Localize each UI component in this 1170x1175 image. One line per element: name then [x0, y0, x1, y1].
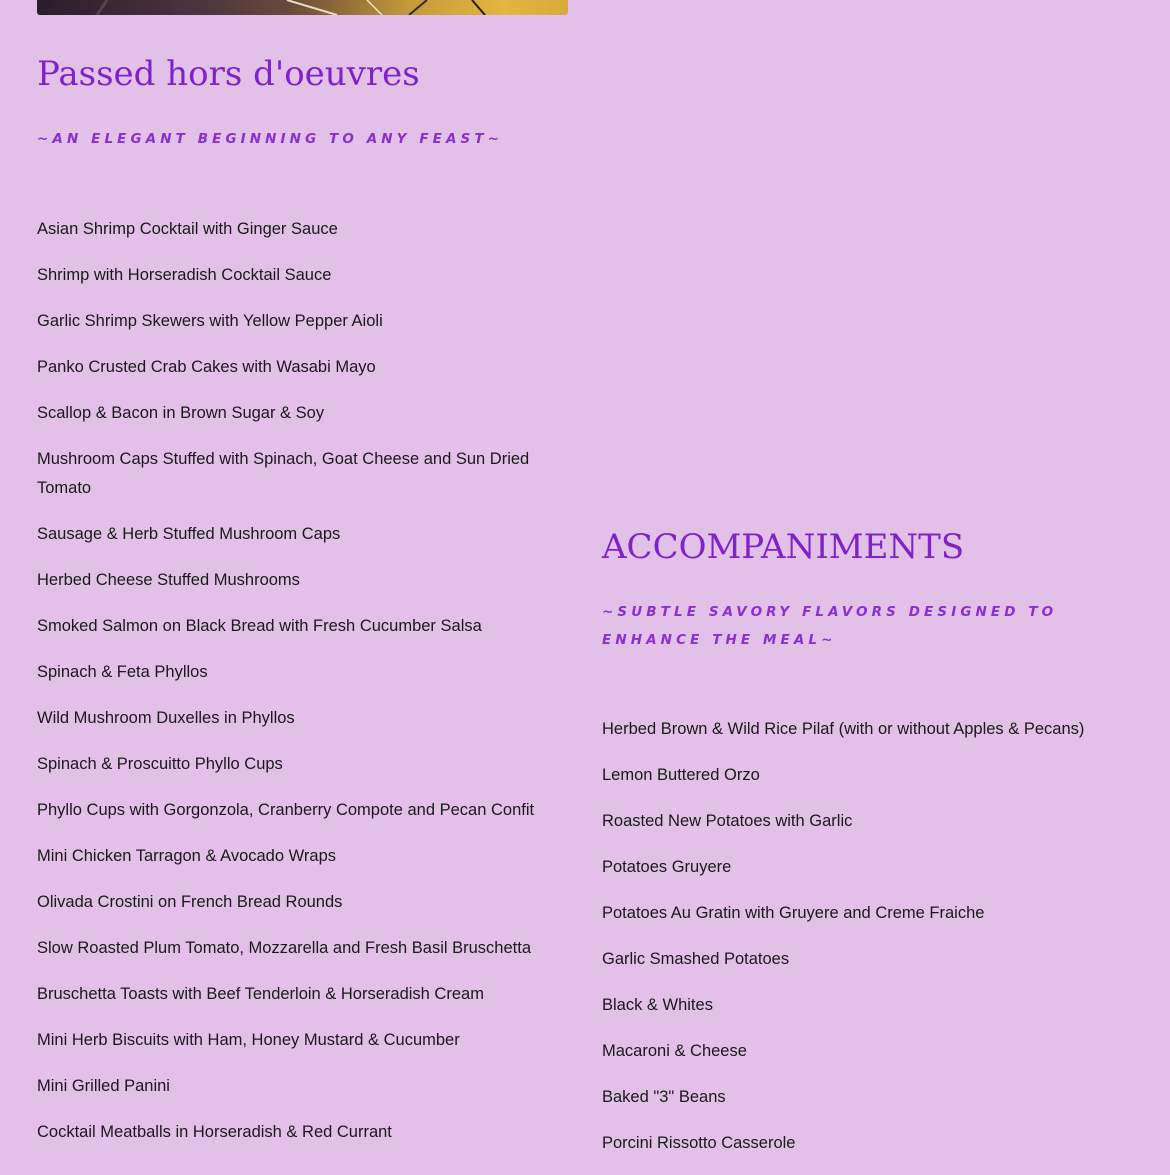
menu-item: Bruschetta Toasts with Beef Tenderloin & Horseradish Cream [37, 985, 484, 1003]
menu-item: Roasted New Potatoes with Garlic [602, 812, 853, 830]
menu-item: Mushroom Caps Stuffed with Spinach, Goat Cheese and Sun Dried Tomato [37, 450, 530, 497]
menu-item: Lemon Buttered Orzo [602, 766, 760, 784]
menu-item: Smoked Salmon on Black Bread with Fresh Cucumber Salsa [37, 617, 482, 635]
menu-item: Spinach & Feta Phyllos [37, 663, 208, 681]
menu-item: Phyllo Cups with Gorgonzola, Cranberry Compote and Pecan Confit [37, 801, 535, 819]
menu-item: Herbed Cheese Stuffed Mushrooms [37, 571, 300, 589]
menu-item: Herbed Brown & Wild Rice Pilaf (with or without Apples & Pecans) [602, 720, 1085, 738]
section-title: ACCOMPANIMENTS [602, 527, 965, 567]
menu-list [602, 715, 1142, 1175]
section-subtitle: ~AN ELEGANT BEGINNING TO ANY FEAST~ [37, 131, 504, 147]
menu-item: Wild Mushroom Duxelles in Phyllos [37, 709, 295, 727]
menu-item: Mini Chicken Tarragon & Avocado Wraps [37, 847, 336, 865]
menu-item: Sausage & Herb Stuffed Mushroom Caps [37, 525, 341, 543]
menu-item: Scallop & Bacon in Brown Sugar & Soy [37, 404, 325, 422]
section-subtitle: ~SUBTLE SAVORY FLAVORS DESIGNED TO ENHANCE THE MEAL~ [602, 604, 1058, 648]
menu-item: Spinach & Proscuitto Phyllo Cups [37, 755, 283, 773]
menu-item: Mini Herb Biscuits with Ham, Honey Mustard & Cucumber [37, 1031, 460, 1049]
menu-item: Baked "3" Beans [602, 1088, 726, 1106]
menu-item: Macaroni & Cheese [602, 1042, 747, 1060]
menu-item: Potatoes Gruyere [602, 858, 732, 876]
photo-detail [37, 0, 568, 15]
menu-item: Potatoes Au Gratin with Gruyere and Creme Fraiche [602, 904, 985, 922]
menu-item: Asian Shrimp Cocktail with Ginger Sauce [37, 220, 338, 238]
menu-item: Slow Roasted Plum Tomato, Mozzarella and Fresh Basil Bruschetta [37, 939, 532, 957]
menu-item: Cocktail Meatballs in Horseradish & Red Currant [37, 1123, 392, 1141]
menu-item: Garlic Smashed Potatoes [602, 950, 790, 968]
menu-item: Porcini Rissotto Casserole [602, 1134, 796, 1152]
menu-item: Panko Crusted Crab Cakes with Wasabi Mayo [37, 358, 376, 376]
food-photo [37, 0, 568, 15]
menu-item: Mini Grilled Panini [37, 1077, 170, 1095]
menu-item: Olivada Crostini on French Bread Rounds [37, 893, 343, 911]
menu-item: Black & Whites [602, 996, 713, 1014]
menu-item: Garlic Shrimp Skewers with Yellow Pepper Aioli [37, 312, 383, 330]
menu-item: Shrimp with Horseradish Cocktail Sauce [37, 266, 332, 284]
menu-list [37, 215, 568, 1164]
section-title: Passed hors d'oeuvres [37, 54, 420, 94]
